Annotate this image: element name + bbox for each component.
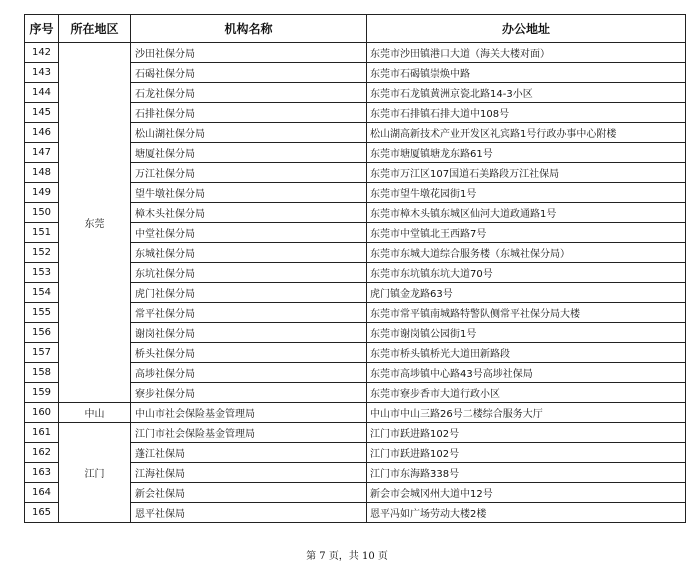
cell-office-address: 东莞市石碣镇崇焕中路 xyxy=(367,63,686,83)
cell-serial-number: 143 xyxy=(25,63,59,83)
cell-serial-number: 150 xyxy=(25,203,59,223)
office-directory-table xyxy=(24,14,686,523)
cell-org-name: 樟木头社保分局 xyxy=(131,203,367,223)
cell-serial-number: 162 xyxy=(25,443,59,463)
table-row xyxy=(25,43,686,63)
cell-serial-number: 147 xyxy=(25,143,59,163)
cell-org-name: 东城社保分局 xyxy=(131,243,367,263)
cell-office-address: 东莞市望牛墩花园街1号 xyxy=(367,183,686,203)
table-header-row xyxy=(25,15,686,43)
table-row xyxy=(25,423,686,443)
cell-org-name: 石碣社保分局 xyxy=(131,63,367,83)
cell-serial-number: 142 xyxy=(25,43,59,63)
cell-office-address: 东莞市石排镇石排大道中108号 xyxy=(367,103,686,123)
table-row xyxy=(25,403,686,423)
cell-org-name: 恩平社保局 xyxy=(131,503,367,523)
cell-office-address: 东莞市沙田镇港口大道（海关大楼对面） xyxy=(367,43,686,63)
cell-office-address: 东莞市石龙镇黄洲京瓷北路14-3小区 xyxy=(367,83,686,103)
cell-serial-number: 159 xyxy=(25,383,59,403)
cell-serial-number: 163 xyxy=(25,463,59,483)
cell-office-address: 东莞市谢岗镇公园街1号 xyxy=(367,323,686,343)
footer-mid: 页，共 xyxy=(328,551,359,562)
footer-prefix: 第 xyxy=(306,551,317,562)
cell-org-name: 塘厦社保分局 xyxy=(131,143,367,163)
cell-office-address: 东莞市中堂镇北王西路7号 xyxy=(367,223,686,243)
cell-serial-number: 144 xyxy=(25,83,59,103)
footer-page-number: 7 xyxy=(319,551,326,562)
footer-suffix: 页 xyxy=(377,551,388,562)
cell-serial-number: 157 xyxy=(25,343,59,363)
cell-org-name: 沙田社保分局 xyxy=(131,43,367,63)
cell-serial-number: 161 xyxy=(25,423,59,443)
cell-org-name: 谢岗社保分局 xyxy=(131,323,367,343)
cell-office-address: 东莞市樟木头镇东城区仙河大道政通路1号 xyxy=(367,203,686,223)
cell-org-name: 中堂社保分局 xyxy=(131,223,367,243)
header-org-name: 机构名称 xyxy=(131,15,367,43)
cell-org-name: 高埗社保分局 xyxy=(131,363,367,383)
cell-office-address: 恩平冯如广场劳动大楼2楼 xyxy=(367,503,686,523)
cell-serial-number: 149 xyxy=(25,183,59,203)
cell-serial-number: 151 xyxy=(25,223,59,243)
cell-serial-number: 154 xyxy=(25,283,59,303)
cell-serial-number: 164 xyxy=(25,483,59,503)
cell-org-name: 中山市社会保险基金管理局 xyxy=(131,403,367,423)
cell-office-address: 中山市中山三路26号二楼综合服务大厅 xyxy=(367,403,686,423)
cell-serial-number: 156 xyxy=(25,323,59,343)
cell-serial-number: 160 xyxy=(25,403,59,423)
cell-org-name: 江海社保局 xyxy=(131,463,367,483)
cell-office-address: 东莞市东城大道综合服务楼（东城社保分局） xyxy=(367,243,686,263)
cell-office-address: 东莞市常平镇南城路特警队侧常平社保分局大楼 xyxy=(367,303,686,323)
cell-office-address: 东莞市塘厦镇塘龙东路61号 xyxy=(367,143,686,163)
cell-office-address: 虎门镇金龙路63号 xyxy=(367,283,686,303)
header-office-address: 办公地址 xyxy=(367,15,686,43)
cell-org-name: 常平社保分局 xyxy=(131,303,367,323)
cell-office-address: 江门市东海路338号 xyxy=(367,463,686,483)
cell-org-name: 寮步社保分局 xyxy=(131,383,367,403)
cell-org-name: 望牛墩社保分局 xyxy=(131,183,367,203)
cell-region: 江门 xyxy=(59,423,131,523)
cell-office-address: 东莞市桥头镇桥光大道田新路段 xyxy=(367,343,686,363)
cell-org-name: 东坑社保分局 xyxy=(131,263,367,283)
cell-office-address: 东莞市万江区107国道石美路段万江社保局 xyxy=(367,163,686,183)
cell-serial-number: 155 xyxy=(25,303,59,323)
cell-office-address: 江门市跃进路102号 xyxy=(367,423,686,443)
table-body xyxy=(25,43,686,523)
cell-office-address: 江门市跃进路102号 xyxy=(367,443,686,463)
cell-serial-number: 146 xyxy=(25,123,59,143)
cell-org-name: 石龙社保分局 xyxy=(131,83,367,103)
cell-org-name: 松山湖社保分局 xyxy=(131,123,367,143)
cell-serial-number: 165 xyxy=(25,503,59,523)
cell-serial-number: 145 xyxy=(25,103,59,123)
cell-serial-number: 158 xyxy=(25,363,59,383)
cell-org-name: 江门市社会保险基金管理局 xyxy=(131,423,367,443)
cell-serial-number: 153 xyxy=(25,263,59,283)
cell-org-name: 万江社保分局 xyxy=(131,163,367,183)
header-serial-number: 序号 xyxy=(25,15,59,43)
cell-org-name: 石排社保分局 xyxy=(131,103,367,123)
cell-org-name: 桥头社保分局 xyxy=(131,343,367,363)
cell-region: 东莞 xyxy=(59,43,131,403)
cell-serial-number: 152 xyxy=(25,243,59,263)
cell-org-name: 虎门社保分局 xyxy=(131,283,367,303)
page-footer xyxy=(0,547,694,562)
cell-serial-number: 148 xyxy=(25,163,59,183)
cell-org-name: 蓬江社保局 xyxy=(131,443,367,463)
cell-office-address: 新会市会城冈州大道中12号 xyxy=(367,483,686,503)
cell-office-address: 东莞市东坑镇东坑大道70号 xyxy=(367,263,686,283)
header-region: 所在地区 xyxy=(59,15,131,43)
cell-office-address: 东莞市寮步香市大道行政小区 xyxy=(367,383,686,403)
cell-region: 中山 xyxy=(59,403,131,423)
cell-office-address: 松山湖高新技术产业开发区礼宾路1号行政办事中心附楼 xyxy=(367,123,686,143)
footer-total-pages: 10 xyxy=(362,551,375,562)
cell-org-name: 新会社保局 xyxy=(131,483,367,503)
cell-office-address: 东莞市高埗镇中心路43号高埗社保局 xyxy=(367,363,686,383)
